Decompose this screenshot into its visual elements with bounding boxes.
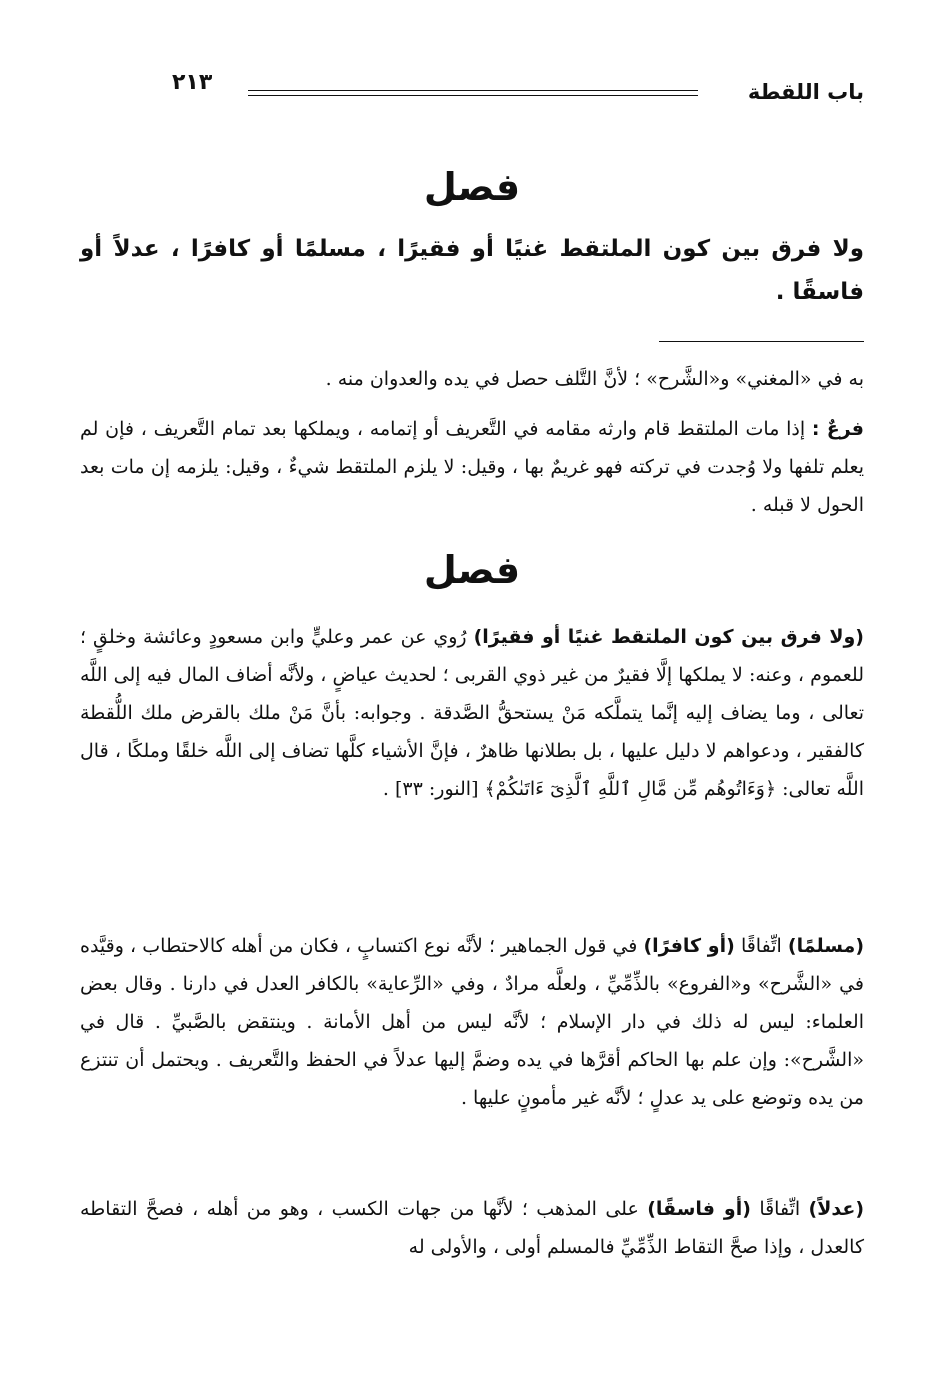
matn-quote-1: (ولا فرق بين كون الملتقط غنيًا أو فقيرًا) [473,626,864,648]
chapter-title: باب اللقطة [747,80,864,104]
commentary-text-3a: اتِّفاقًا [759,1198,801,1220]
section-title-2: فصل [423,548,521,592]
paragraph-commentary-1 [80,618,864,808]
paragraph-far [80,410,864,524]
far-label: فرعٌ : [811,418,865,440]
footnote-rule [659,341,864,342]
paragraph-commentary-2 [80,927,864,1117]
matn-quote-2b: (أو كافرًا) [643,935,735,957]
far-text: إذا مات الملتقط قام وارثه مقامه في التَّعريف أو إتمامه ، ويملكها بعد تمام التَّعريف ، فإن لم يعلم تلفها ولا وُجدت في تركته فهو غريمٌ بها ، وقيل: لا يلزم الملتقط شيءٌ ، وقيل: يلزمه إن مات بعد الحول لا قبله . [80,418,864,516]
quran-reference: ٣٣] . [382,778,423,800]
matn-quote-3b: (أو فاسقًا) [647,1198,751,1220]
commentary-text-1: رُوي عن عمر وعليٍّ وابن مسعودٍ وعائشة وخلقٍ ؛ للعموم ، وعنه: لا يملكها إلَّا فقيرٌ من غير ذوي القربى ؛ لحديث عياضٍ ، ولأنَّه أضاف المال فيه إلى اللَّه تعالى ، وما يضاف إليه إنَّما يتملَّكه مَنْ يستحقُّ الصَّدقة . وجوابه: بأنَّ مَنْ ملك بالقرض ملك اللُّقطة كالفقير ، ودعواهم لا دليل عليها ، بل بطلانها ظاهرٌ ، فإنَّ الأشياء كلَّها تضاف إلى اللَّه خلقًا وملكًا ، قال اللَّه تعالى: ﴿وَءَاتُوهُم مِّن مَّالِ ٱللَّهِ ٱلَّذِىٓ ءَاتَىٰكُمْ﴾ [النور: [80,626,864,800]
header-rule [248,90,698,96]
page-number: ٢١٣ [172,70,213,95]
commentary-text-3b: على المذهب ؛ لأنَّها من جهات الكسب ، وهو من أهله ، فصحَّ التقاطه كالعدل ، وإذا صحَّ التقاط الذِّمِّيِّ فالمسلم أولى ، والأولى له [80,1198,864,1258]
commentary-text-2b: في قول الجماهير ؛ لأنَّه نوع اكتسابٍ ، فكان من أهله كالاحتطاب ، وقيَّده في «الشَّرح» و«الفروع» بالذِّمِّيِّ ، ولعلَّه مرادٌ ، وفي «الرِّعاية» بالكافر العدل في دارنا . وقال بعض العلماء: ليس له ذلك في دار الإسلام ؛ لأنَّه ليس من أهل الأمانة . وينتقض بالصَّبيِّ . قال في «الشَّرح»: وإن علم بها الحاكم أقرَّها في يده وضمَّ إليها عدلاً في الحفظ والتَّعريف . ويحتمل أن تنتزع من يده وتوضع على يد عدلٍ ؛ لأنَّه غير مأمونٍ عليها . [80,935,864,1109]
paragraph-continuation: به في «المغني» و«الشَّرح» ؛ لأنَّ التَّلف حصل في يده والعدوان منه . [325,368,864,390]
paragraph-commentary-3 [80,1190,864,1266]
section-title-1: فصل [423,165,521,209]
commentary-text-2a: اتِّفاقًا [740,935,782,957]
matn-quote-3a: (عدلاً) [808,1198,865,1220]
matn-quote-2a: (مسلمًا) [787,935,864,957]
matn-text: ولا فرق بين كون الملتقط غنيًا أو فقيرًا ، مسلمًا أو كافرًا ، عدلاً أو فاسقًا . [80,236,864,305]
